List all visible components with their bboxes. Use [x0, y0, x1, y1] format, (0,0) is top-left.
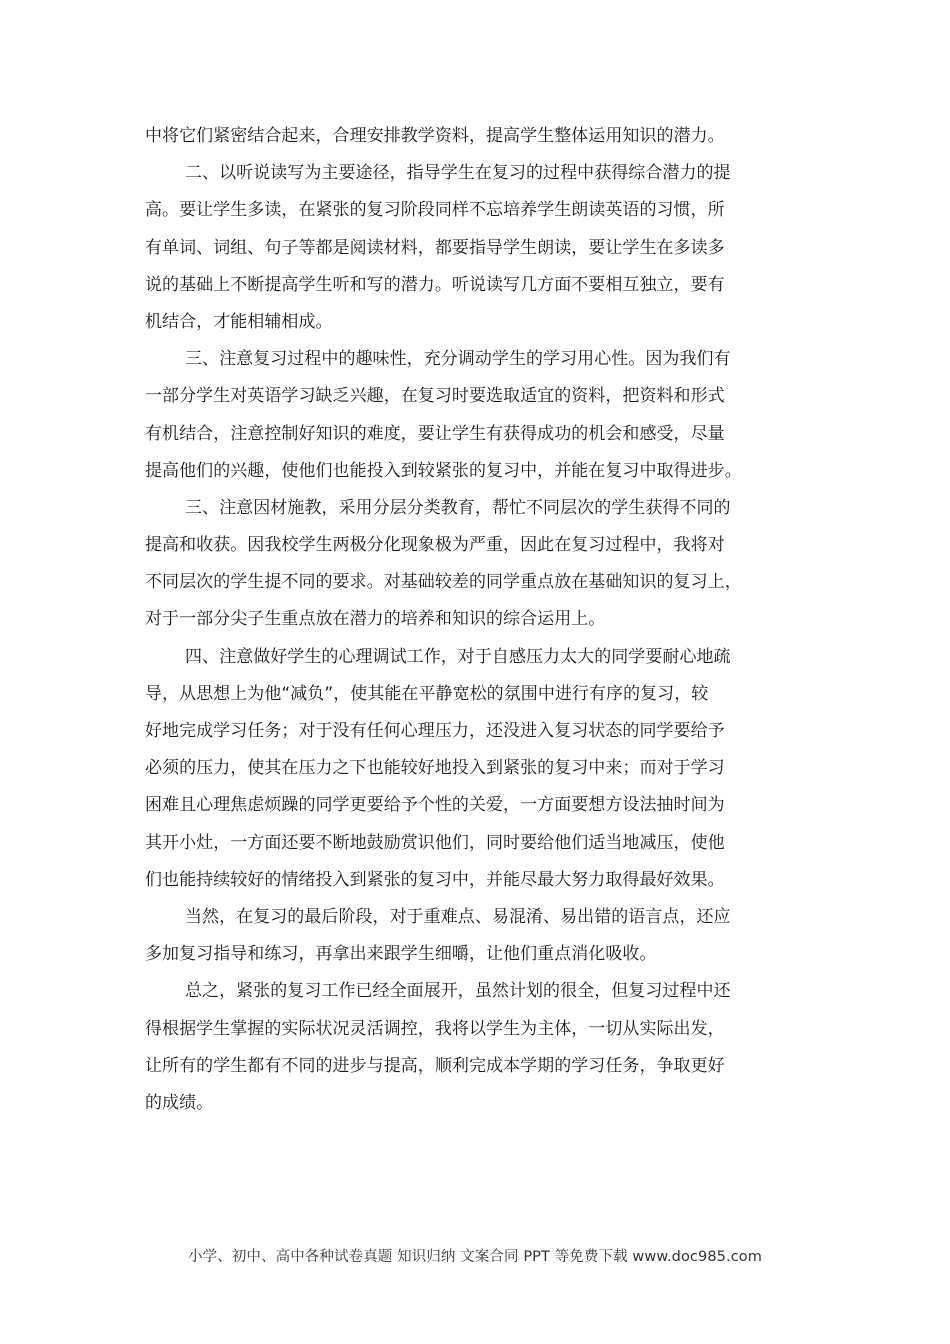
text-line: 总之，紧张的复习工作已经全面展开，虽然计划的很全，但复习过程中还 [185, 981, 731, 1002]
text-line: 四、注意做好学生的心理调试工作，对于自感压力太大的同学要耐心地疏 [185, 646, 731, 667]
text-line: 有单词、词组、句子等都是阅读材料，都要指导学生朗读，要让学生在多读多 [145, 237, 725, 258]
paragraph [145, 118, 810, 155]
paragraph [145, 155, 810, 341]
paragraph [145, 899, 810, 973]
text-line: 提高和收获。因我校学生两极分化现象极为严重，因此在复习过程中，我将对 [145, 535, 725, 556]
text-line: 高。要让学生多读，在紧张的复习阶段同样不忘培养学生朗读英语的习惯，所 [145, 200, 725, 221]
text-line: 二、以听说读写为主要途径，指导学生在复习的过程中获得综合潜力的提 [185, 163, 731, 184]
text-line: 当然，在复习的最后阶段，对于重难点、易混淆、易出错的语言点，还应 [185, 906, 731, 927]
text-line: 必须的压力，使其在压力之下也能较好地投入到紧张的复习中来；而对于学习 [145, 758, 725, 779]
text-line: 困难且心理焦虑烦躁的同学更要给予个性的关爱，一方面要想方设法抽时间为 [145, 795, 725, 816]
paragraph [145, 490, 810, 639]
text-line: 得根据学生掌握的实际状况灵活调控，我将以学生为主体，一切从实际出发， [145, 1018, 725, 1039]
text-line: 们也能持续较好的情绪投入到紧张的复习中，并能尽最大努力取得最好效果。 [145, 869, 725, 890]
text-line: 导，从思想上为他“减负”，使其能在平静宽松的氛围中进行有序的复习，较 [145, 683, 709, 704]
text-line: 三、注意因材施教，采用分层分类教育，帮忙不同层次的学生获得不同的 [185, 497, 731, 518]
text-line: 好地完成学习任务；对于没有任何心理压力，还没进入复习状态的同学要给予 [145, 721, 725, 741]
text-line: 提高他们的兴趣，使他们也能投入到较紧张的复习中，并能在复习中取得进步。 [145, 460, 742, 481]
text-line: 机结合，才能相辅相成。 [145, 311, 333, 332]
footer-text: 小学、初中、高中各种试卷真题 知识归纳 文案合同 PPT 等免费下载 www.doc985.com [188, 1249, 762, 1265]
text-line: 的成绩。 [145, 1092, 214, 1113]
text-line: 多加复习指导和练习，再拿出来跟学生细嚼，让他们重点消化吸收。 [145, 944, 657, 965]
text-line: 让所有的学生都有不同的进步与提高，顺利完成本学期的学习任务，争取更好 [145, 1055, 725, 1076]
text-line: 对于一部分尖子生重点放在潜力的培养和知识的综合运用上。 [145, 609, 606, 630]
paragraph [145, 341, 810, 490]
text-line: 有机结合，注意控制好知识的难度，要让学生有获得成功的机会和感受，尽量 [145, 423, 725, 444]
paragraph [145, 639, 810, 899]
body-text [145, 118, 810, 1122]
text-line: 其开小灶，一方面还要不断地鼓励赏识他们，同时要给他们适当地减压，使他 [145, 832, 725, 853]
text-line: 说的基础上不断提高学生听和写的潜力。听说读写几方面不要相互独立，要有 [145, 274, 725, 295]
text-line: 一部分学生对英语学习缺乏兴趣，在复习时要选取适宜的资料，把资料和形式 [145, 386, 725, 407]
paragraph [145, 973, 810, 1122]
text-line: 三、注意复习过程中的趣味性，充分调动学生的学习用心性。因为我们有 [185, 349, 731, 370]
text-line: 不同层次的学生提不同的要求。对基础较差的同学重点放在基础知识的复习上， [145, 572, 742, 593]
text-line: 中将它们紧密结合起来，合理安排教学资料，提高学生整体运用知识的潜力。 [145, 126, 725, 146]
